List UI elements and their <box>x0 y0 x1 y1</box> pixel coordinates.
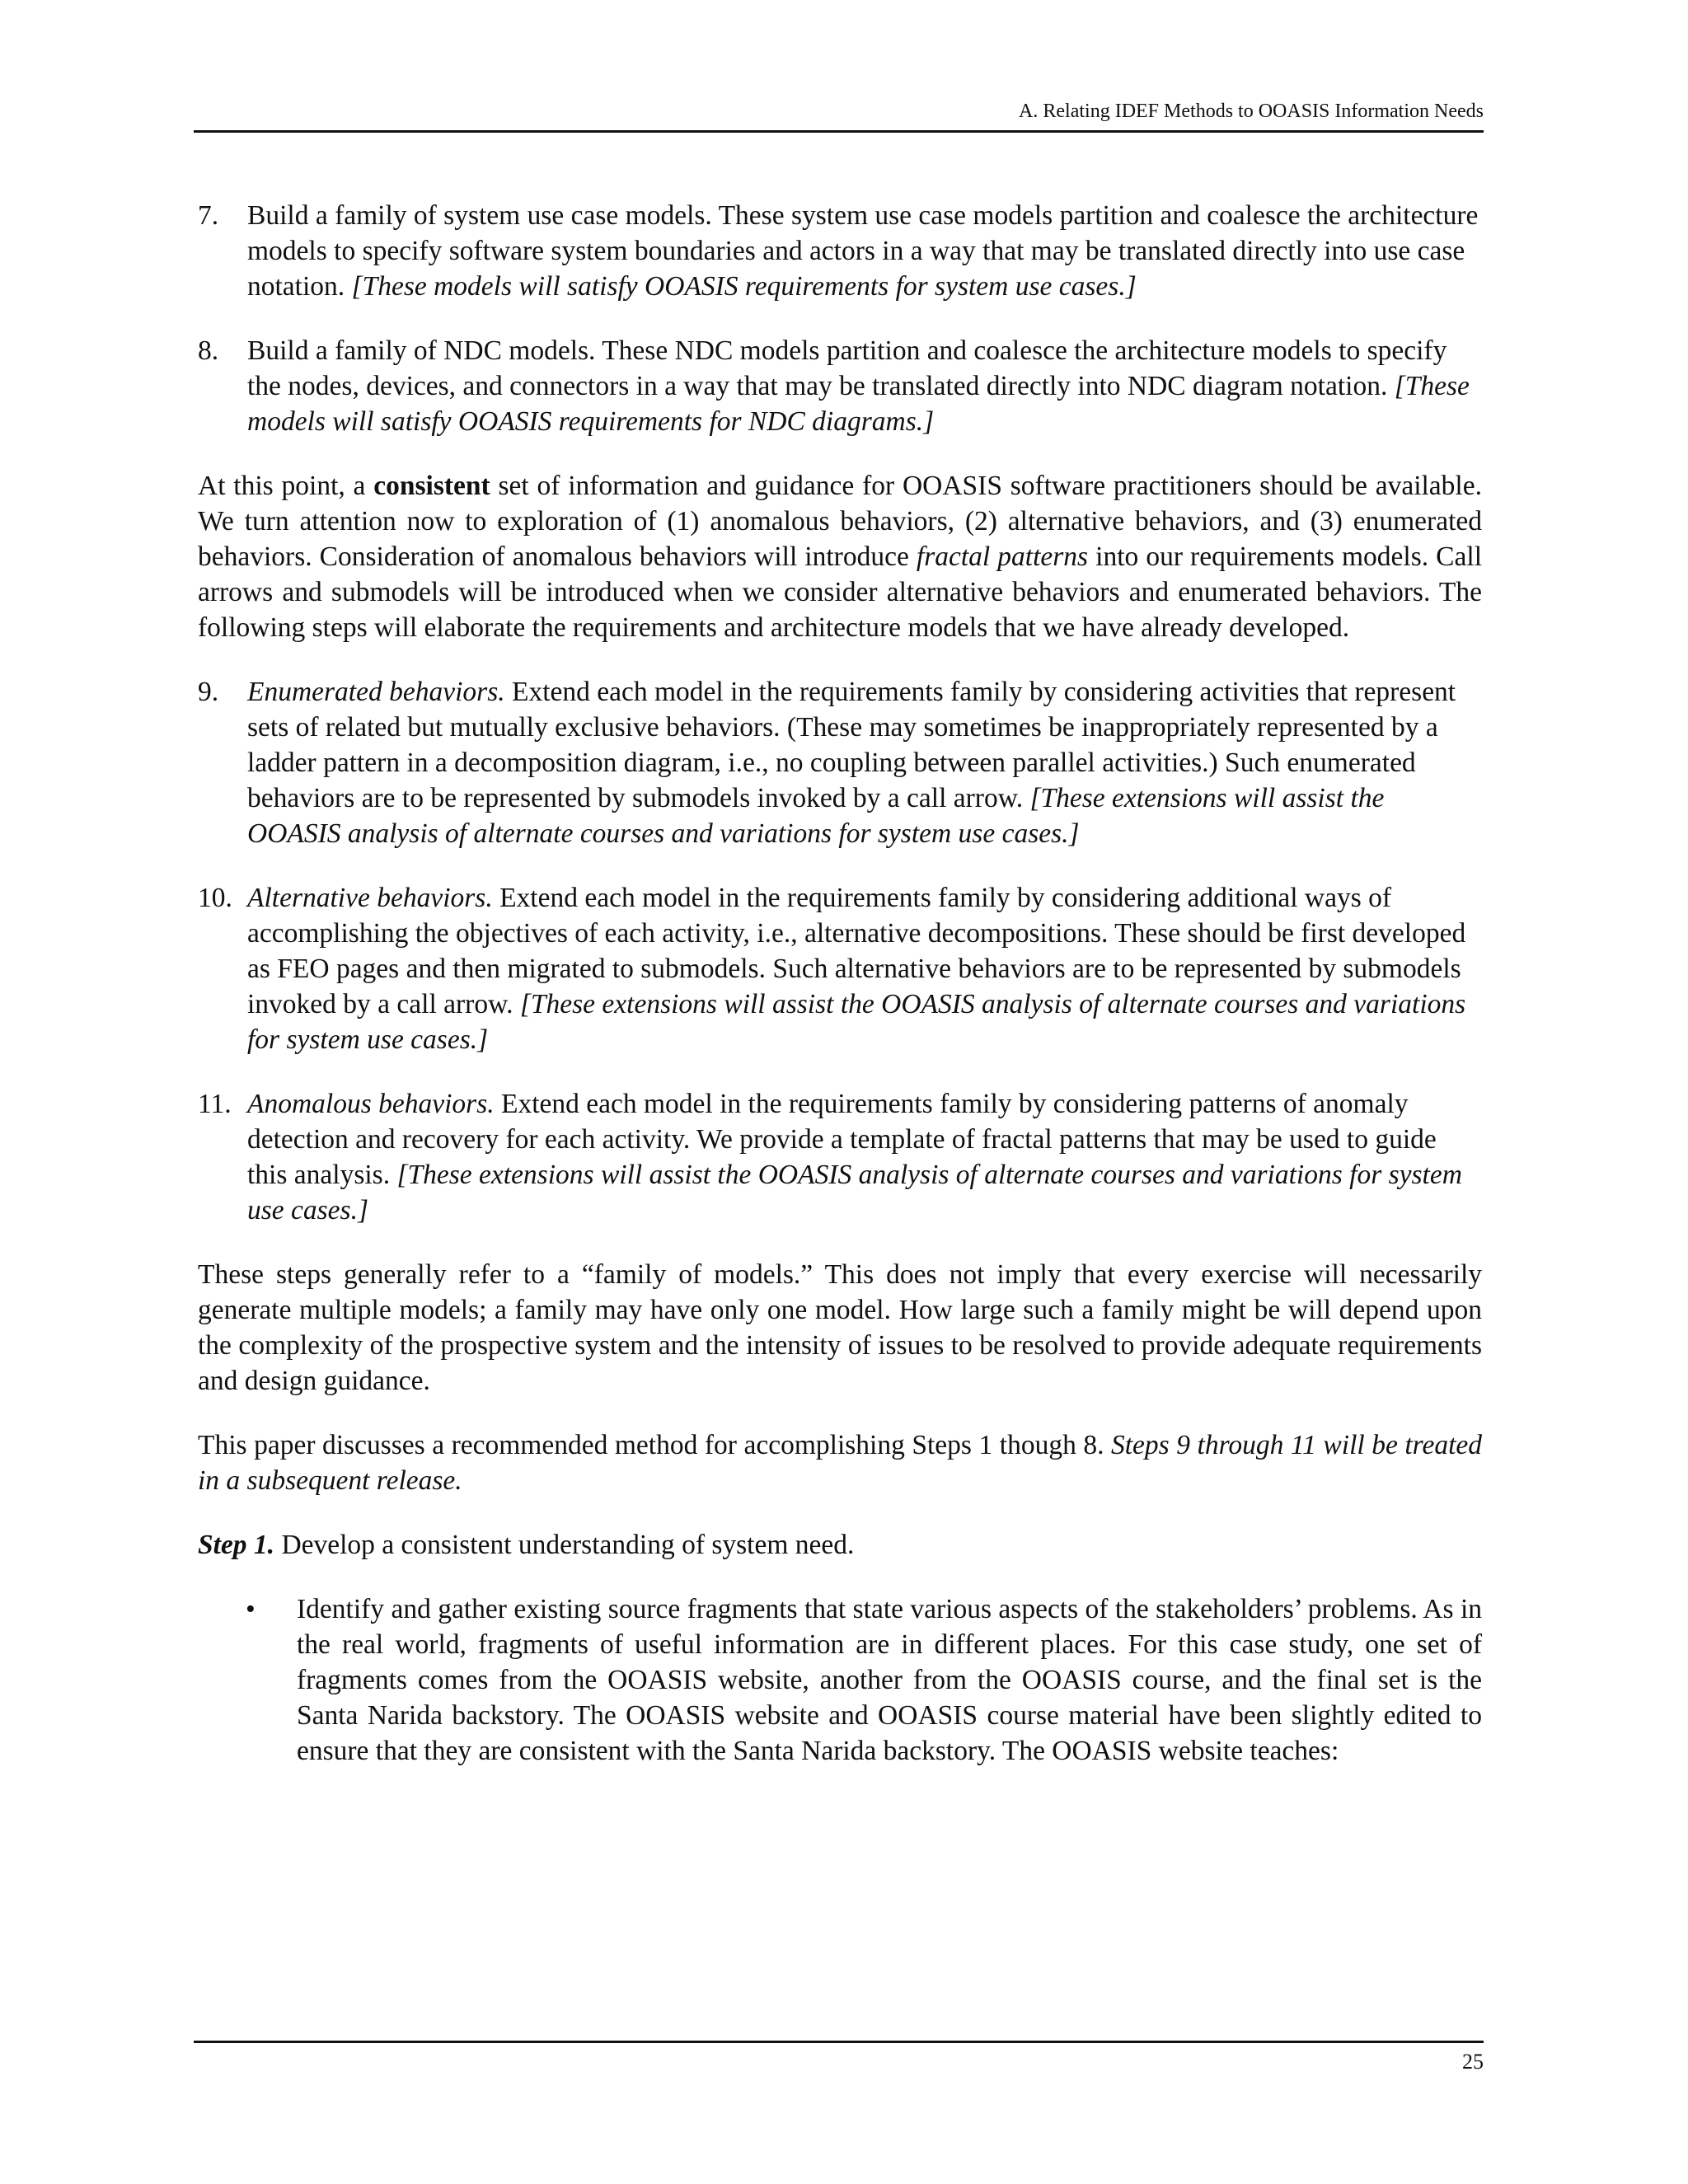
item-text: Build a family of system use case models. These system use case models partition and coalesce the architecture models to specify software system boundaries and actors in a way that may be translated directly into use case notation. <box>247 200 1479 302</box>
paragraph-family-of-models: These steps generally refer to a “family of models.” This does not imply that every exercise will necessarily generate multiple models; a family may have only one model. How large such a family might be will depend upon the complexity of the prospective system and the intensity of issues to be resolved to provide adequate requirements and design guidance. <box>198 1259 1482 1396</box>
item-title: Alternative behaviors. <box>247 883 493 913</box>
para-text: This paper discusses a recommended method for accomplishing Steps 1 though 8. <box>198 1430 1111 1460</box>
page-content <box>198 198 1482 1769</box>
item-number: 8. <box>198 335 219 366</box>
item-text: Extend each model in the requirements family by considering activities that represent sets of related but mutually exclusive behaviors. (These may sometimes be inappropriately represented by a ladder pattern in a decomposition diagram, i.e., no coupling between parallel activities.) Such enumerated behaviors are to be represented by submodels invoked by a call arrow. <box>247 677 1456 813</box>
item-note: [These extensions will assist the OOASIS analysis of alternate courses and variations for system use cases.] <box>247 989 1466 1055</box>
item-number: 9. <box>198 677 219 707</box>
bullet-item <box>198 1591 1482 1769</box>
item-text: Extend each model in the requirements family by considering patterns of anomaly detection and recovery for each activity. We provide a template of fractal patterns that may be used to guide this analysis. <box>247 1089 1437 1190</box>
paragraph-consistent-set <box>198 468 1482 645</box>
paragraph-method <box>198 1427 1482 1498</box>
numbered-item-10 <box>198 880 1482 1057</box>
para-text: set of information and guidance for OOASIS software practitioners should be available. We turn attention now to exploration of (1) anomalous behaviors, (2) alternative behaviors, and (3) enumerated behaviors. Consideration of anomalous behaviors will introduce <box>198 471 1482 572</box>
item-text: Build a family of NDC models. These NDC models partition and coalesce the architecture models to specify the nodes, devices, and connectors in a way that may be translated directly into NDC diagram notation. <box>247 335 1447 401</box>
bullet-marker: • <box>246 1594 256 1624</box>
para-italic-note: Steps 9 through 11 will be treated in a subsequent release. <box>198 1430 1482 1496</box>
item-note: [These extensions will assist the OOASIS analysis of alternate courses and variations for system use cases.] <box>247 783 1385 849</box>
numbered-item-8 <box>198 333 1482 439</box>
item-note: [These extensions will assist the OOASIS analysis of alternate courses and variations for system use cases.] <box>247 1160 1462 1226</box>
para-text: At this point, a <box>198 471 374 501</box>
numbered-item-9 <box>198 674 1482 851</box>
running-head: A. Relating IDEF Methods to OOASIS Information Needs <box>1019 101 1484 122</box>
step-text: Develop a consistent understanding of system need. <box>274 1530 855 1560</box>
item-number: 10. <box>198 883 232 913</box>
para-italic-term: fractal patterns <box>916 541 1089 572</box>
item-text: Extend each model in the requirements family by considering additional ways of accomplishing the objectives of each activity, i.e., alternative decompositions. These should be first developed as FEO pages and then migrated to submodels. Such alternative behaviors are to be represented by submodels invoked by a call arrow. <box>247 883 1466 1019</box>
numbered-item-7 <box>198 198 1482 304</box>
page-header <box>194 97 1484 133</box>
item-note: [These models will satisfy OOASIS requirements for system use cases.] <box>351 271 1137 302</box>
page-footer <box>194 2041 1484 2074</box>
para-text: into our requirements models. Call arrows and submodels will be introduced when we consider alternative behaviors and enumerated behaviors. The following steps will elaborate the requirements and architecture models that we have already developed. <box>198 541 1483 643</box>
item-note: [These models will satisfy OOASIS requirements for NDC diagrams.] <box>247 371 1470 437</box>
item-number: 7. <box>198 200 219 231</box>
bullet-text: Identify and gather existing source fragments that state various aspects of the stakeholders’ problems. As in the real world, fragments of useful information are in different places. For this case study, one set of fragments comes from the OOASIS website, another from the OOASIS course, and the final set is the Santa Narida backstory. The OOASIS website and OOASIS course material have been slightly edited to ensure that they are consistent with the Santa Narida backstory. The OOASIS website teaches: <box>297 1594 1482 1766</box>
step-1-heading <box>198 1527 1482 1563</box>
item-number: 11. <box>198 1089 232 1119</box>
numbered-item-11 <box>198 1086 1482 1228</box>
item-title: Enumerated behaviors. <box>247 677 505 707</box>
item-title: Anomalous behaviors. <box>247 1089 495 1119</box>
page-number: 25 <box>1462 2050 1484 2074</box>
para-bold-term: consistent <box>373 471 490 501</box>
step-label: Step 1. <box>198 1530 275 1560</box>
